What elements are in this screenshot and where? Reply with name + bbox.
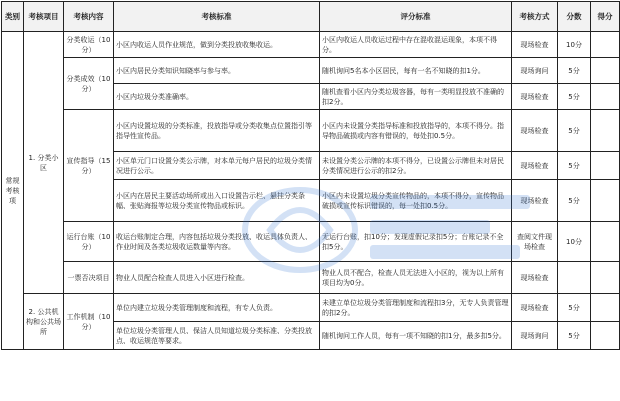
scoring-cell: 物业人员不配合，检查人员无法进入小区的，视为以上所有项目均为0分。 [320,262,512,294]
method-cell: 现场检查 [512,262,558,294]
score-cell [591,222,620,262]
points-cell: 5分 [558,294,591,322]
points-cell: 5分 [558,84,591,110]
scoring-cell: 随机询问工作人员，每有一项不知晓的扣1分，最多扣5分。 [320,322,512,350]
header-item: 考核项目 [24,2,64,32]
method-cell: 现场询问 [512,58,558,84]
points-cell: 5分 [558,152,591,180]
content-cell: 一票否决项目 [64,262,114,294]
points-cell: 10分 [558,222,591,262]
header-points: 分数 [558,2,591,32]
category-cell: 常规考核项 [2,32,24,350]
item-cell: 1. 分类小区 [24,32,64,294]
item-cell: 2. 公共机构和公共场所 [24,294,64,350]
points-cell: 5分 [558,110,591,152]
content-cell: 分类收运（10分） [64,32,114,58]
method-cell: 现场检查 [512,152,558,180]
scoring-cell: 未设置分类公示牌的本项不得分，已设置公示牌但未对居民分类情况进行公示的扣2分。 [320,152,512,180]
table-row [2,222,620,262]
score-cell [591,322,620,350]
header-row [2,2,620,32]
header-score: 得分 [591,2,620,32]
scoring-cell: 小区内未设置垃圾分类宣传物品的，本项不得分，宣传物品破损或宣传标识错误的，每一处扣0.5分。 [320,180,512,222]
points-cell: 5分 [558,180,591,222]
table-row [2,110,620,152]
method-cell: 现场检查 [512,180,558,222]
score-cell [591,84,620,110]
criteria-cell: 单位内建立垃圾分类管理制度和流程，有专人负责。 [114,294,320,322]
score-cell [591,294,620,322]
criteria-cell: 收运台账制定合理，内容包括垃圾分类投放、收运具体负责人、作业时间及各类垃圾收运数量等内容。 [114,222,320,262]
method-cell: 现场检查 [512,32,558,58]
method-cell: 现场检查 [512,110,558,152]
method-cell: 查阅文件现场检查 [512,222,558,262]
criteria-cell: 小区内垃圾分类准确率。 [114,84,320,110]
score-cell [591,110,620,152]
table-row [2,32,620,58]
scoring-cell: 未建立单位垃圾分类管理制度和流程扣3分，无专人负责管理的扣2分。 [320,294,512,322]
points-cell [558,262,591,294]
header-content: 考核内容 [64,2,114,32]
scoring-cell: 随机查看小区内分类垃圾容器，每有一类明显投放不准确的扣2分。 [320,84,512,110]
content-cell: 宣传指导（15分） [64,110,114,222]
method-cell: 现场询问 [512,322,558,350]
score-cell [591,262,620,294]
table-row [2,262,620,294]
points-cell: 5分 [558,58,591,84]
header-scoring: 评分标准 [320,2,512,32]
content-cell: 工作机制（10分） [64,294,114,350]
method-cell: 现场检查 [512,84,558,110]
table-row [2,58,620,84]
score-cell [591,32,620,58]
criteria-cell: 物业人员配合检查人员进入小区进行检查。 [114,262,320,294]
points-cell: 5分 [558,322,591,350]
scoring-cell: 随机询问5名本小区居民，每有一名不知晓的扣1分。 [320,58,512,84]
method-cell: 现场检查 [512,294,558,322]
criteria-cell: 小区内设置垃圾的分类标准，投放指导或分类收集点位置指引等指导性宣传品。 [114,110,320,152]
scoring-cell: 小区内未设置分类指导标准和投放指导的，本项不得分。指导物品破损或内容有错误的，每处扣0.5分。 [320,110,512,152]
header-criteria: 考核标准 [114,2,320,32]
criteria-cell: 小区内收运人员作业规范，做到分类投放收集收运。 [114,32,320,58]
header-category: 类别 [2,2,24,32]
score-cell [591,58,620,84]
content-cell: 分类成效（10分） [64,58,114,110]
assessment-table [1,1,620,350]
criteria-cell: 小区内在居民主要活动场所或出入口设置告示栏、悬挂分类条幅、张贴海报等垃圾分类宣传物品或标识。 [114,180,320,222]
criteria-cell: 单位垃圾分类管理人员、保洁人员知道垃圾分类标准、分类投放点、收运规范等要求。 [114,322,320,350]
criteria-cell: 小区单元门口设置分类公示牌，对本单元每户居民的垃圾分类情况进行公示。 [114,152,320,180]
scoring-cell: 无运行台账，扣10分；发现虚假记录扣5分；台账记录不全扣5分。 [320,222,512,262]
header-method: 考核方式 [512,2,558,32]
scoring-cell: 小区内收运人员收运过程中存在混收混运现象，本项不得分。 [320,32,512,58]
points-cell: 10分 [558,32,591,58]
score-cell [591,180,620,222]
table-row [2,294,620,322]
criteria-cell: 小区内居民分类知识知晓率与参与率。 [114,58,320,84]
content-cell: 运行台账（10分） [64,222,114,262]
score-cell [591,152,620,180]
